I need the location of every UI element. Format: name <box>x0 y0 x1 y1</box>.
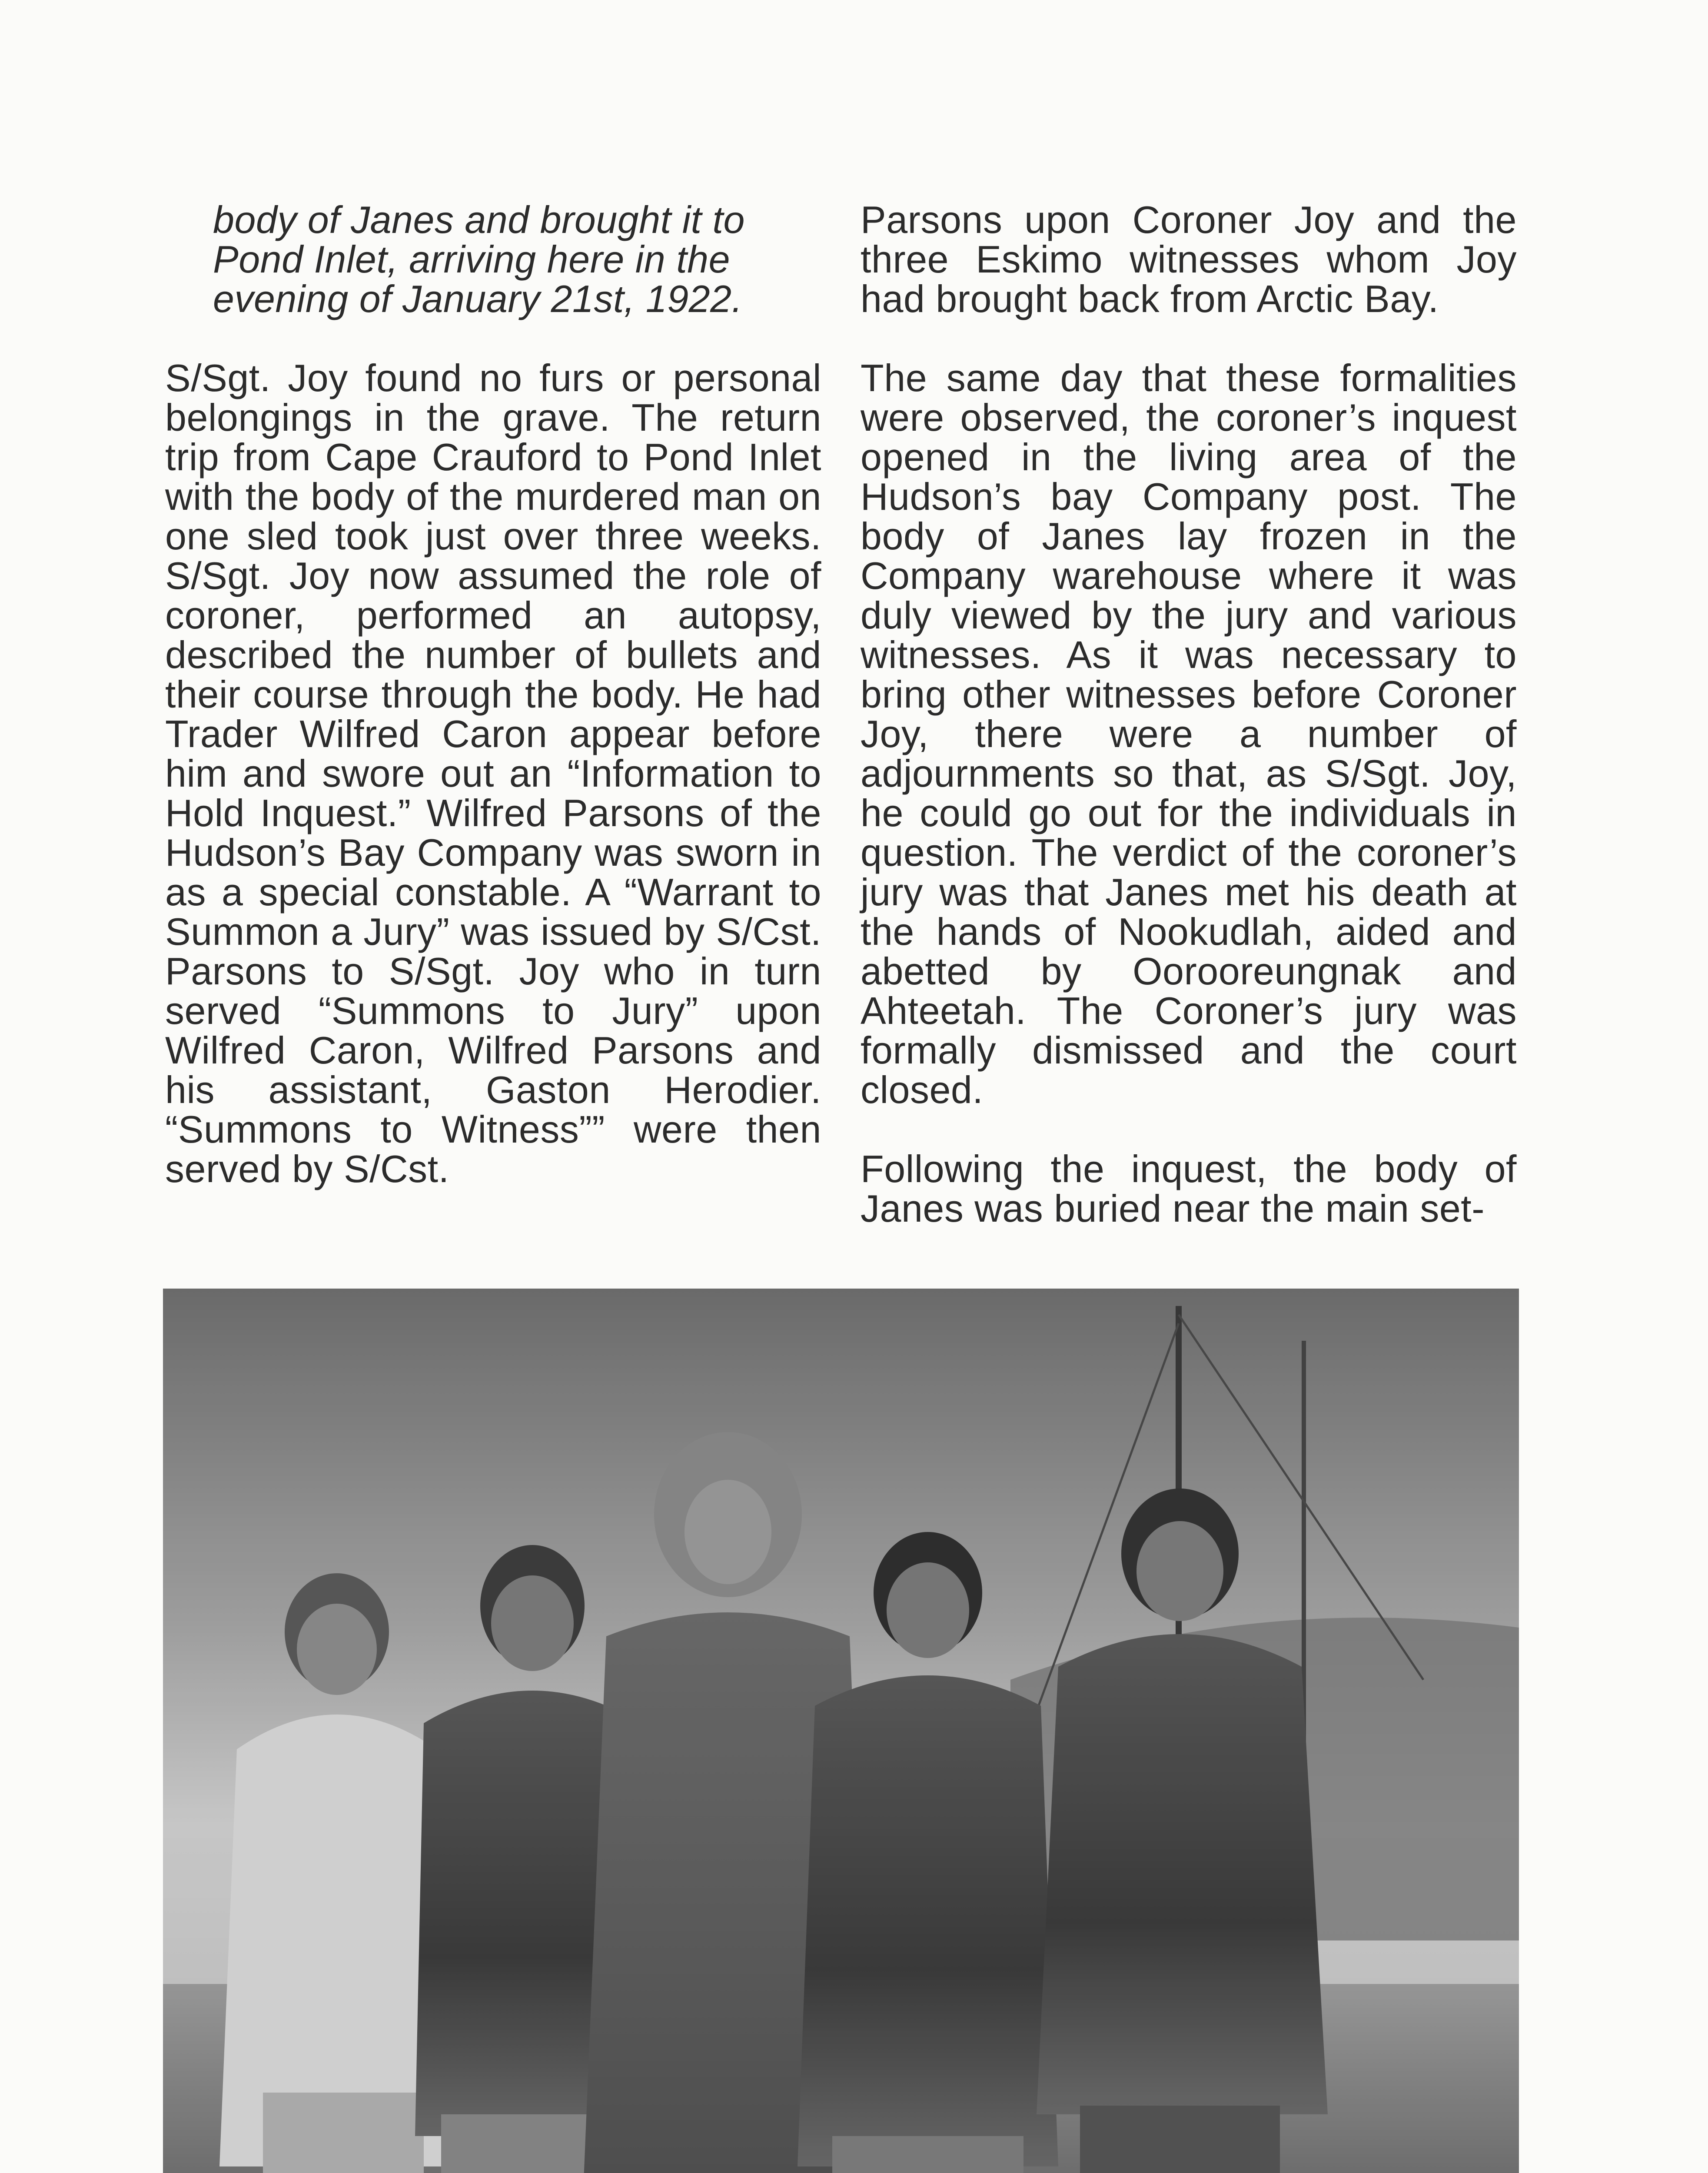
body-paragraph: Following the inquest, the body of Janes was buried near the main set- <box>861 1147 1517 1230</box>
photo-illustration <box>163 1289 1519 2173</box>
body-paragraph: The same day that these formalities were observed, the coroner’s inquest opened in the living area of the Hudson’s bay Company post. The body of Janes lay frozen in the Company warehouse where it was duly viewed by the jury and various witnesses. As it was necessary to bring other witnesses before Coroner Joy, there were a number of adjournments so that, as S/Sgt. Joy, he could go out for the individuals in question. The verdict of the coroner’s jury was that Janes met his death at the hands of Nookudlah, aided and abetted by Oorooreungnak and Ahteetah. The Coroner’s jury was formally dismissed and the court closed. <box>861 356 1517 1111</box>
body-paragraph: Parsons upon Coroner Joy and the three Eskimo witnesses whom Joy had brought back from Arctic Bay. <box>861 198 1517 320</box>
intro-italic-paragraph: body of Janes and brought it to Pond Inlet, arriving here in the evening of January 21st, 1922. <box>213 198 745 320</box>
group-photo-image <box>163 1289 1519 2173</box>
left-column <box>165 200 821 1228</box>
body-paragraph: S/Sgt. Joy found no furs or personal belongings in the grave. The return trip from Cape Crauford to Pond Inlet with the body of the murdered man on one sled took just over three weeks. S/Sgt. Joy now assumed the role of coroner, performed an autopsy, described the number of bullets and their course through the body. He had Trader Wilfred Caron appear before him and swore out an “Information to Hold Inquest.” Wilfred Parsons of the Hudson’s Bay Company was sworn in as a special constable. A “Warrant to Summon a Jury” was issued by S/Cst. Parsons to S/Sgt. Joy who in turn served “Summons to Jury” upon Wilfred Caron, Wilfred Parsons and his assistant, Gaston Herodier. “Summons to Witness”” were then served by S/Cst. <box>165 356 821 1190</box>
right-column <box>861 200 1517 1268</box>
